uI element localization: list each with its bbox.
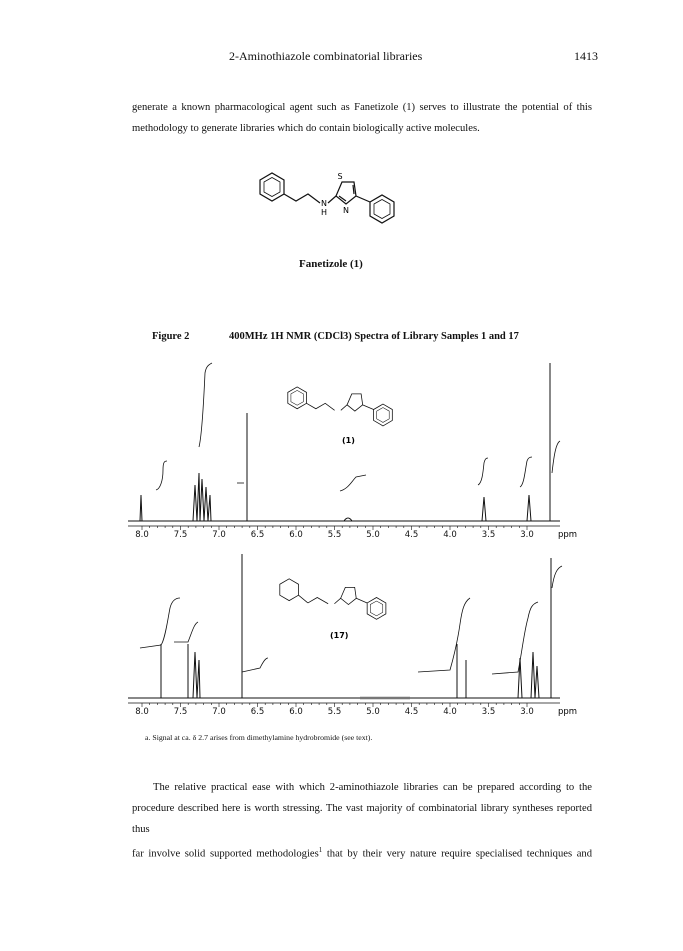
axis-tick-label: 6.0 xyxy=(289,707,303,717)
body-line-3-pre: far involve solid supported methodologies xyxy=(132,848,319,860)
axis-tick-label: 3.5 xyxy=(481,530,496,540)
page-number: 1413 xyxy=(574,49,598,63)
axis-tick-label: 7.5 xyxy=(173,530,188,540)
axis-tick-label: 3.5 xyxy=(481,707,496,717)
axis-tick-label: 7.0 xyxy=(212,707,226,717)
axis-tick-label: 5.5 xyxy=(327,707,342,717)
peak-cluster xyxy=(193,473,211,521)
atom-s: S xyxy=(337,172,343,181)
nmr-spectrum-2 xyxy=(120,548,580,728)
integral xyxy=(478,458,488,485)
axis-tick-label: 6.5 xyxy=(250,530,265,540)
axis-tick-label: 4.5 xyxy=(404,530,419,540)
peak-cluster xyxy=(193,652,200,698)
axis-tick-label: 6.0 xyxy=(289,530,303,540)
axis-tick-label: 5.0 xyxy=(366,707,380,717)
figure-title: 400MHz 1H NMR (CDCl3) Spectra of Library Samples 1 and 17 xyxy=(229,331,519,342)
integral xyxy=(242,658,268,672)
atom-nh-n: N xyxy=(321,199,327,208)
intro-paragraph xyxy=(132,97,592,139)
peak xyxy=(482,497,486,521)
spectrum-2-label: (17) xyxy=(330,631,349,640)
axis-tick-label: 4.5 xyxy=(404,707,419,717)
axis-tick-label: 5.5 xyxy=(327,530,342,540)
body-line-2: procedure described here is worth stressing. The vast majority of combinatorial library syntheses reported thus xyxy=(132,803,592,835)
figure-label: Figure 2 xyxy=(152,331,190,342)
peak xyxy=(531,652,539,698)
integral xyxy=(340,475,366,491)
axis-tick-label: 6.5 xyxy=(250,707,265,717)
axis-tick-label: 3.0 xyxy=(520,530,534,540)
body-line-3 xyxy=(132,840,592,865)
axis-tick-label: 8.0 xyxy=(135,530,149,540)
integral xyxy=(174,622,198,642)
axis-unit-2: ppm xyxy=(558,707,578,717)
fanetizole-structure xyxy=(240,160,430,250)
axis-tick-label: 4.0 xyxy=(443,530,457,540)
axis-tick-label: 7.0 xyxy=(212,530,226,540)
atom-n: N xyxy=(343,206,349,215)
axis-tick-label: 8.0 xyxy=(135,707,149,717)
integral xyxy=(520,457,532,487)
integral xyxy=(140,598,180,648)
integral xyxy=(552,566,562,588)
figure-footnote: a. Signal at ca. δ 2.7 arises from dimethylamine hydrobromide (see text). xyxy=(145,733,373,742)
body-line-3-post: that by their very nature require specialised techniques and xyxy=(322,848,593,860)
citation-1: 1 xyxy=(318,846,323,854)
integral xyxy=(418,598,470,672)
atom-nh-h: H xyxy=(320,208,328,217)
spectrum-1-label: (1) xyxy=(342,436,355,445)
body-line-1: The relative practical ease with which 2-aminothiazole libraries can be prepared according to the xyxy=(153,782,592,793)
integral xyxy=(199,363,212,447)
integral xyxy=(552,441,560,473)
peak xyxy=(527,495,531,521)
integral xyxy=(492,602,538,674)
structure-caption: Fanetizole (1) xyxy=(299,258,363,270)
integral xyxy=(156,461,167,490)
axis-unit-1: ppm xyxy=(558,530,578,540)
running-title: 2-Aminothiazole combinatorial libraries xyxy=(229,49,423,63)
intro-line-2: methodology to generate libraries which do contain biologically active molecules. xyxy=(132,123,480,134)
peak xyxy=(518,658,522,698)
nmr-spectrum-1 xyxy=(120,355,580,550)
axis-tick-label: 7.5 xyxy=(173,707,188,717)
peak xyxy=(140,495,142,521)
intro-line-1: generate a known pharmacological agent such as Fanetizole (1) serves to illustrate the potential of this xyxy=(132,102,592,113)
body-paragraph xyxy=(132,777,592,865)
axis-tick-label: 4.0 xyxy=(443,707,457,717)
axis-tick-label: 3.0 xyxy=(520,707,534,717)
axis-tick-label: 5.0 xyxy=(366,530,380,540)
